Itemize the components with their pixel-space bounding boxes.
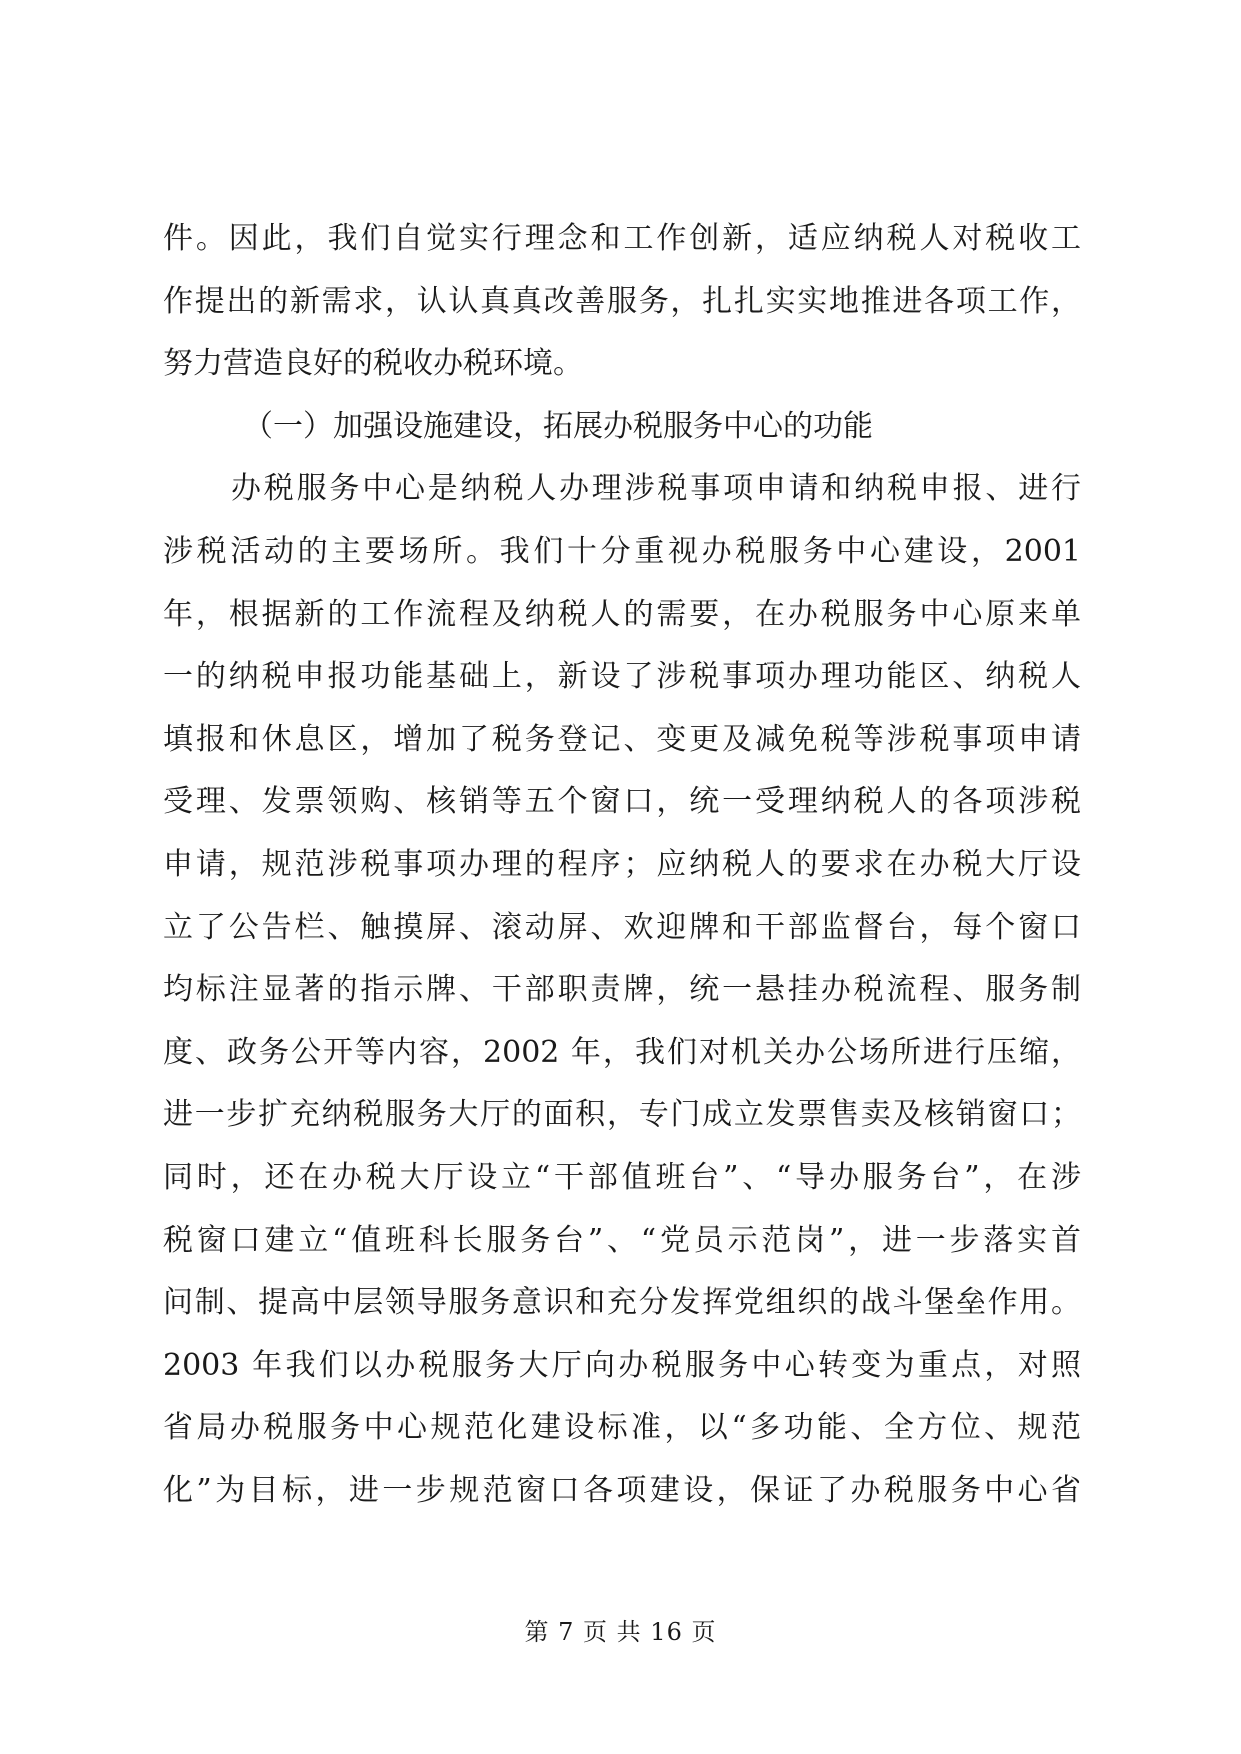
text-line: 年，根据新的工作流程及纳税人的需要，在办税服务中心原来单 [163, 596, 1081, 632]
page-number-footer: 第 7 页 共 16 页 [524, 1618, 717, 1646]
section-heading: （一）加强设施建设，拓展办税服务中心的功能 [243, 408, 873, 444]
text-line: 一的纳税申报功能基础上，新设了涉税事项办理功能区、纳税人 [163, 659, 1081, 695]
text-line: 涉税活动的主要场所。我们十分重视办税服务中心建设，2001 [163, 533, 1081, 569]
body-text [163, 208, 1081, 1522]
text-line: 填报和休息区，增加了税务登记、变更及减免税等涉税事项申请 [163, 721, 1081, 757]
text-line: 进一步扩充纳税服务大厅的面积，专门成立发票售卖及核销窗口； [163, 1097, 1081, 1133]
text-line: 立了公告栏、触摸屏、滚动屏、欢迎牌和干部监督台，每个窗口 [163, 909, 1081, 945]
text-line: 省局办税服务中心规范化建设标准，以“多功能、全方位、规范 [163, 1410, 1081, 1446]
text-line: 申请，规范涉税事项办理的程序；应纳税人的要求在办税大厅设 [163, 846, 1081, 882]
text-line: 件。因此，我们自觉实行理念和工作创新，适应纳税人对税收工 [163, 221, 1081, 256]
text-line: 办税服务中心是纳税人办理涉税事项申请和纳税申报、进行 [231, 471, 1081, 507]
text-line: 度、政务公开等内容，2002 年，我们对机关办公场所进行压缩， [163, 1034, 1081, 1070]
text-line: 均标注显著的指示牌、干部职责牌，统一悬挂办税流程、服务制 [163, 972, 1081, 1008]
text-line: 税窗口建立“值班科长服务台”、“党员示范岗”，进一步落实首 [163, 1222, 1081, 1258]
text-line: 问制、提高中层领导服务意识和充分发挥党组织的战斗堡垒作用。 [163, 1285, 1081, 1321]
text-line: 受理、发票领购、核销等五个窗口，统一受理纳税人的各项涉税 [163, 784, 1081, 820]
text-line: 2003 年我们以办税服务大厅向办税服务中心转变为重点，对照 [163, 1347, 1081, 1383]
text-line: 努力营造良好的税收办税环境。 [163, 346, 583, 382]
text-line: 化”为目标，进一步规范窗口各项建设，保证了办税服务中心省 [163, 1472, 1081, 1508]
text-line: 作提出的新需求，认认真真改善服务，扎扎实实地推进各项工作， [163, 283, 1081, 319]
text-line: 同时，还在办税大厅设立“干部值班台”、“导办服务台”，在涉 [163, 1159, 1081, 1195]
